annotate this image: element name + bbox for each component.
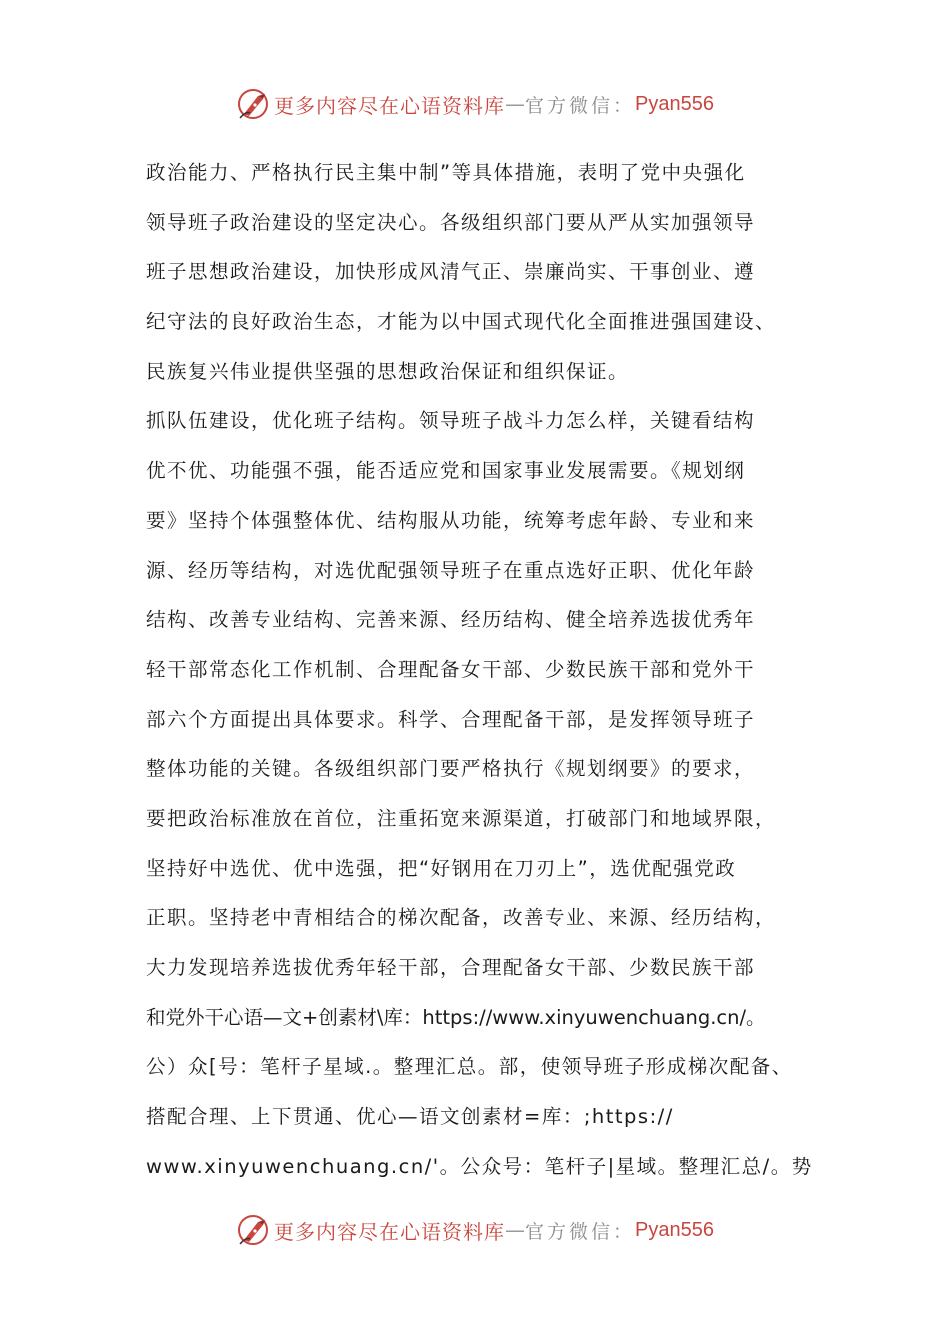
body-line: 民族复兴伟业提供坚强的思想政治保证和组织保证。 (146, 359, 630, 383)
header-dash: — (505, 92, 525, 116)
body-line: 纪守法的良好政治生态，才能为以中国式现代化全面推进强国建设、 (146, 310, 777, 334)
body-line: 正职。坚持老中青相结合的梯次配备，改善专业、来源、经历结构， (146, 906, 777, 930)
body-line: 坚持好中选优、优中选强，把“好钢用在刀刃上”，选优配强党政 (146, 856, 737, 880)
body-line: 班子思想政治建设，加快形成风清气正、崇廉尚实、干事创业、遵 (146, 260, 756, 284)
header-banner (0, 84, 950, 124)
body-line: 要把政治标准放在首位，注重拓宽来源渠道，打破部门和地域界限， (146, 806, 777, 830)
body-line: 结构、改善专业结构、完善来源、经历结构、健全培养选拔优秀年 (146, 608, 756, 632)
body-line: 政治能力、严格执行民主集中制”等具体措施，表明了党中央强化 (146, 161, 746, 184)
footer-dash: — (505, 1218, 525, 1242)
body-line: www.xinyuwenchuang.cn/'。公众号：笔杆子|星域。整理汇总/。势 (146, 1154, 813, 1178)
body-line: 公）众[号：笔杆子星域.。整理汇总。部，使领导班子形成梯次配备、 (146, 1055, 793, 1079)
pen-nib-logo-icon (236, 87, 270, 121)
body-line: 部六个方面提出具体要求。科学、合理配备干部，是发挥领导班子 (146, 707, 756, 731)
header-wechat-id: Pyan556 (635, 92, 714, 115)
header-wechat-label: 官方微信： (525, 94, 636, 117)
body-line: 整体功能的关键。各级组织部门要严格执行《规划纲要》的要求， (146, 757, 756, 781)
body-line: 领导班子政治建设的坚定决心。各级组织部门要从严从实加强领导 (146, 210, 756, 234)
body-line: 大力发现培养选拔优秀年轻干部，合理配备女干部、少数民族干部 (146, 956, 756, 979)
body-line: 轻干部常态化工作机制、合理配备女干部、少数民族干部和党外干 (146, 657, 756, 681)
footer-wechat-label: 官方微信： (525, 1220, 636, 1243)
header-title: 更多内容尽在心语资料库 (274, 93, 505, 118)
body-line: 要》坚持个体强整体优、结构服从功能，统筹考虑年龄、专业和来 (146, 508, 756, 532)
body-line: 源、经历等结构，对选优配强领导班子在重点选好正职、优化年龄 (146, 558, 756, 582)
document-body (146, 148, 826, 1191)
body-line: 和党外干心语—文+创素材\库：https://www.xinyuwenchuang.cn/。 (146, 1005, 766, 1029)
body-line: 抓队伍建设，优化班子结构。领导班子战斗力怎么样，关键看结构 (146, 409, 756, 433)
pen-nib-logo-icon (236, 1213, 270, 1247)
footer-banner (0, 1210, 950, 1250)
body-line: 优不优、功能强不强，能否适应党和国家事业发展需要。《规划纲 (146, 459, 746, 483)
footer-wechat-id: Pyan556 (635, 1218, 714, 1241)
footer-title: 更多内容尽在心语资料库 (274, 1219, 505, 1244)
body-line: 搭配合理、上下贯通、优心—语文创素材=库：;https:// (146, 1105, 674, 1129)
